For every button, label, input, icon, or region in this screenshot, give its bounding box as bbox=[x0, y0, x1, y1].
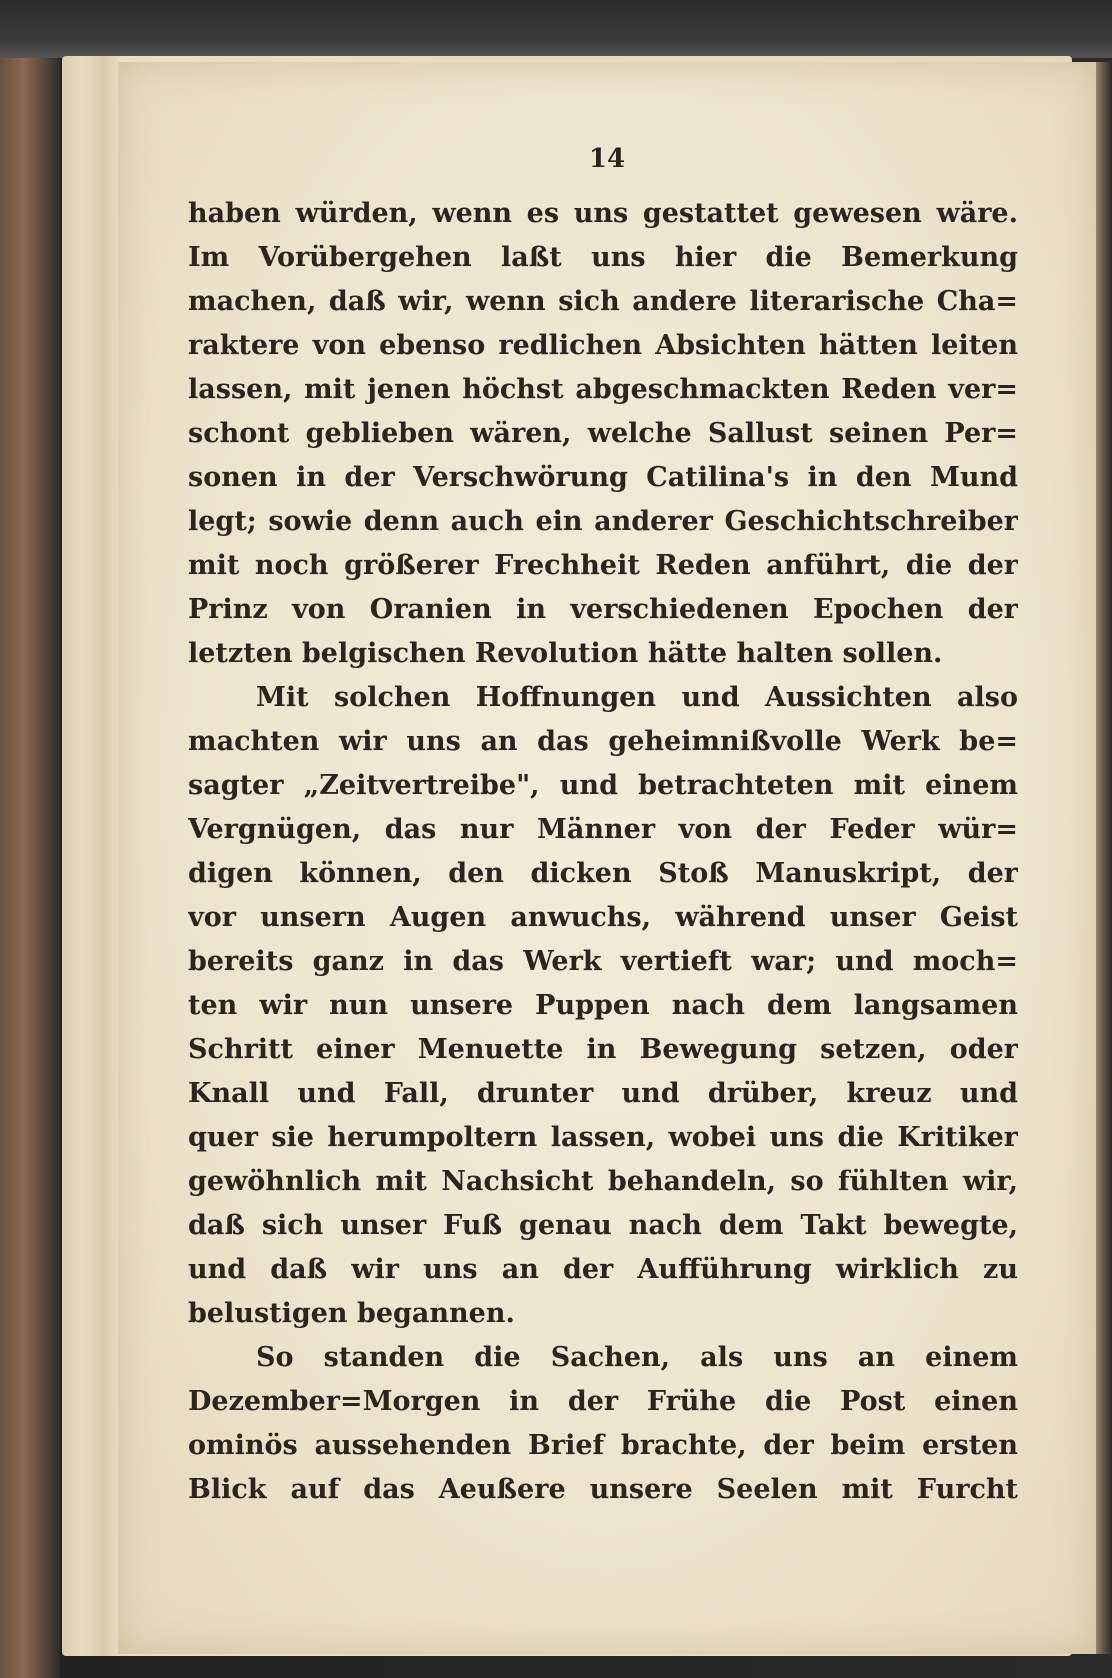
text-line: Dezember=Morgen in der Frühe die Post einen bbox=[188, 1386, 1018, 1417]
text-line: Im Vorübergehen laßt uns hier die Bemerkung bbox=[188, 242, 1018, 273]
text-line: lassen, mit jenen höchst abgeschmackten Reden ver= bbox=[188, 374, 1018, 405]
text-line: belustigen begannen. bbox=[188, 1298, 515, 1329]
text-line: ominös aussehenden Brief brachte, der beim ersten bbox=[188, 1430, 1018, 1461]
text-line: quer sie herumpoltern lassen, wobei uns die Kritiker bbox=[188, 1122, 1018, 1153]
text-line: und daß wir uns an der Aufführung wirklich zu bbox=[188, 1254, 1018, 1285]
text-line: Schritt einer Menuette in Bewegung setzen, oder bbox=[188, 1034, 1018, 1065]
text-line: Prinz von Oranien in verschiedenen Epochen der bbox=[188, 594, 1018, 625]
text-line: sonen in der Verschwörung Catilina's in den Mund bbox=[188, 462, 1018, 493]
text-line: So standen die Sachen, als uns an einem bbox=[256, 1342, 1018, 1373]
text-line: gewöhnlich mit Nachsicht behandeln, so fühlten wir, bbox=[188, 1166, 1018, 1197]
text-line: machen, daß wir, wenn sich andere literarische Cha= bbox=[188, 286, 1018, 317]
text-line: raktere von ebenso redlichen Absichten hätten leiten bbox=[188, 330, 1018, 361]
text-line: bereits ganz in das Werk vertieft war; und moch= bbox=[188, 946, 1018, 977]
text-line: Knall und Fall, drunter und drüber, kreuz und bbox=[188, 1078, 1018, 1109]
text-line: digen können, den dicken Stoß Manuskript, der bbox=[188, 858, 1018, 889]
text-line: daß sich unser Fuß genau nach dem Takt bewegte, bbox=[188, 1210, 1018, 1241]
text-line: machten wir uns an das geheimnißvolle Werk be= bbox=[188, 726, 1018, 757]
text-line: ten wir nun unsere Puppen nach dem langsamen bbox=[188, 990, 1018, 1021]
book-cover-top bbox=[0, 0, 1112, 58]
body-text bbox=[188, 192, 1018, 1512]
text-line: sagter „Zeitvertreibe", und betrachteten mit einem bbox=[188, 770, 1018, 801]
text-line: haben würden, wenn es uns gestattet gewesen wäre. bbox=[188, 198, 1018, 229]
text-line: Mit solchen Hoffnungen und Aussichten also bbox=[256, 682, 1018, 713]
text-line: letzten belgischen Revolution hätte halten sollen. bbox=[188, 638, 943, 669]
text-line: mit noch größerer Frechheit Reden anführt, die der bbox=[188, 550, 1018, 581]
page-number: 14 bbox=[588, 144, 626, 174]
text-line: Blick auf das Aeußere unsere Seelen mit Furcht bbox=[188, 1474, 1018, 1505]
text-line: legt; sowie denn auch ein anderer Geschichtschreiber bbox=[188, 506, 1018, 537]
text-line: Vergnügen, das nur Männer von der Feder wür= bbox=[188, 814, 1018, 845]
book-page bbox=[118, 62, 1096, 1654]
book-cover-left bbox=[0, 0, 60, 1678]
text-line: vor unsern Augen anwuchs, während unser Geist bbox=[188, 902, 1018, 933]
text-line: schont geblieben wären, welche Sallust seinen Per= bbox=[188, 418, 1018, 449]
